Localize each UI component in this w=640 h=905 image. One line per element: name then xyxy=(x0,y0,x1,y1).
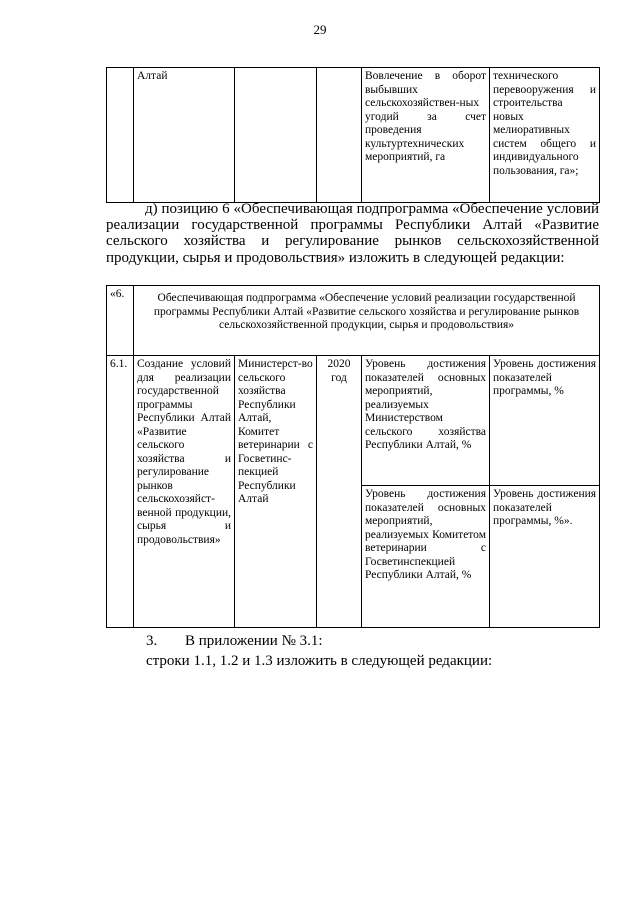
paragraph-d-text: д) позицию 6 «Обеспечивающая подпрограмма «Обеспечение условий реализации государственной программы Республики Алтай «Развитие сельского хозяйства и регулирование рынков сельскохозяйственной продукции, сырья и продовольствия» изложить в следующей редакции: xyxy=(106,201,599,266)
main-table xyxy=(106,285,600,628)
top-cell-executor xyxy=(235,68,317,203)
row-executor-cell: Министерст-во сельского хозяйства Республики Алтай, Комитет ветеринарии с Госветинс-пекцией Республики Алтай xyxy=(235,356,317,628)
top-cell-indicator: Вовлечение в оборот выбывших сельскохозяйствен-ных угодий за счет проведения культуртехнических мероприятий, га xyxy=(362,68,490,203)
result-1-cell: Уровень достижения показателей программы, % xyxy=(490,356,600,486)
header-title-cell: Обеспечивающая подпрограмма «Обеспечение условий реализации государственной программы Республики Алтай «Развитие сельского хозяйства и регулирование рынков сельскохозяйственной продукции, сырья и продовольствия» xyxy=(134,286,600,356)
indicator-2-cell: Уровень достижения показателей основных мероприятий, реализуемых Комитетом ветеринарии с Госветинспекцией Республики Алтай, % xyxy=(362,486,490,628)
item-3-text: В приложении № 3.1: xyxy=(185,633,323,649)
row-name-cell: Создание условий для реализации государственной программы Республики Алтай «Развитие сельского хозяйства и регулирование рынков сельскохозяйст-венной продукции, сырья и продовольствия» xyxy=(134,356,235,628)
indicator-1-cell: Уровень достижения показателей основных мероприятий, реализуемых Министерством сельского хозяйства Республики Алтай, % xyxy=(362,356,490,486)
rows-instruction: строки 1.1, 1.2 и 1.3 изложить в следующей редакции: xyxy=(146,653,493,669)
top-cell-num xyxy=(107,68,134,203)
top-cell-result: технического перевооружения и строительства новых мелиоративных систем общего и индивидуального пользования, га»; xyxy=(490,68,600,203)
item-3-number: 3. xyxy=(146,633,158,649)
top-table-fragment xyxy=(106,67,600,203)
paragraph-d xyxy=(106,201,599,266)
result-2-cell: Уровень достижения показателей программы, %». xyxy=(490,486,600,628)
header-num-cell: «6. xyxy=(107,286,134,356)
page-number: 29 xyxy=(313,22,327,37)
top-cell-region: Алтай xyxy=(134,68,235,203)
row-num-cell: 6.1. xyxy=(107,356,134,628)
row-year-cell: 2020 год xyxy=(317,356,362,628)
top-cell-year xyxy=(317,68,362,203)
